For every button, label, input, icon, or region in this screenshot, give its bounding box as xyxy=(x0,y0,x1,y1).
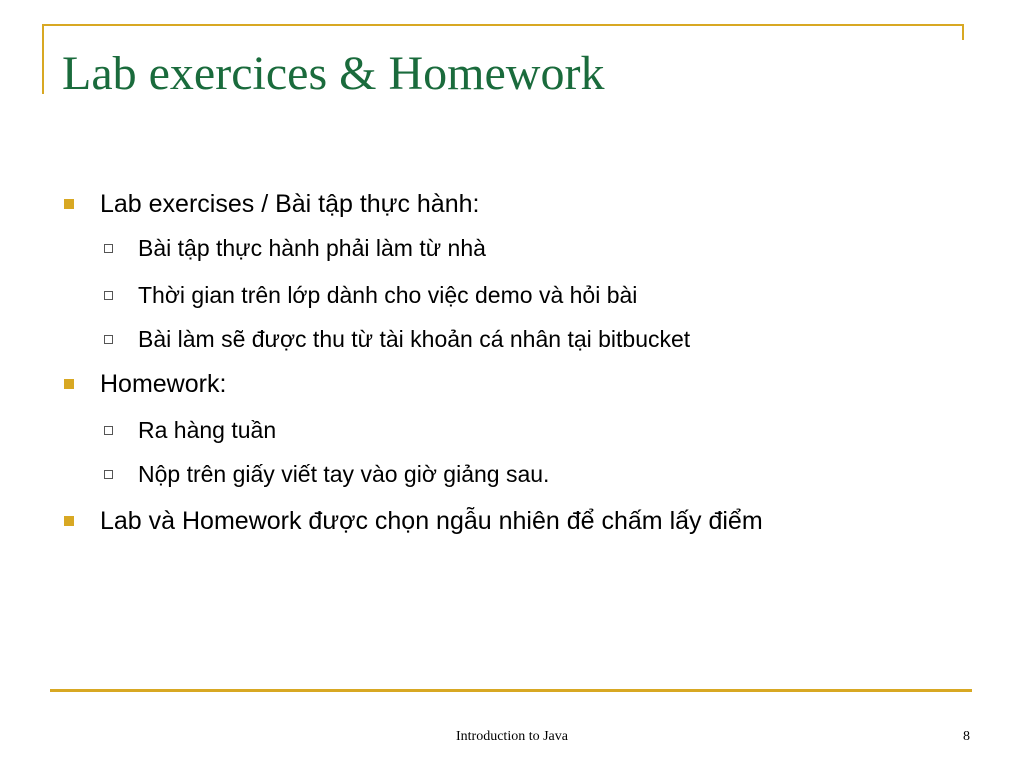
square-bullet-icon xyxy=(64,199,74,209)
square-bullet-icon xyxy=(64,379,74,389)
sub-bullet-item xyxy=(138,415,276,445)
left-frame-line xyxy=(42,24,44,94)
hollow-square-bullet-icon xyxy=(104,470,113,479)
right-frame-tick xyxy=(962,24,964,40)
sub-bullet-item xyxy=(138,280,637,310)
page-number: 8 xyxy=(963,729,970,744)
bullet-text: Homework: xyxy=(100,370,227,398)
bullet-item xyxy=(100,505,763,537)
sub-bullet-text: Ra hàng tuần xyxy=(138,417,277,443)
square-bullet-icon xyxy=(64,516,74,526)
footer-divider xyxy=(50,689,972,692)
sub-bullet-text: Bài tập thực hành phải làm từ nhà xyxy=(138,235,486,261)
bullet-text: Lab và Homework được chọn ngẫu nhiên để chấm lấy điểm xyxy=(100,507,763,535)
bullet-text: Lab exercises / Bài tập thực hành: xyxy=(100,190,480,218)
bullet-item xyxy=(100,368,226,400)
footer-title: Introduction to Java xyxy=(456,729,568,744)
sub-bullet-text: Bài làm sẽ được thu từ tài khoản cá nhân tại bitbucket xyxy=(138,326,691,352)
sub-bullet-item xyxy=(138,233,486,263)
sub-bullet-item xyxy=(138,324,690,354)
sub-bullet-item xyxy=(138,459,549,489)
slide-title: Lab exercices & Homework xyxy=(62,47,605,100)
bullet-item xyxy=(100,188,479,220)
hollow-square-bullet-icon xyxy=(104,244,113,253)
hollow-square-bullet-icon xyxy=(104,291,113,300)
sub-bullet-text: Thời gian trên lớp dành cho việc demo và hỏi bài xyxy=(138,282,638,308)
sub-bullet-text: Nộp trên giấy viết tay vào giờ giảng sau. xyxy=(138,461,550,487)
hollow-square-bullet-icon xyxy=(104,335,113,344)
top-frame-line xyxy=(42,24,964,26)
hollow-square-bullet-icon xyxy=(104,426,113,435)
